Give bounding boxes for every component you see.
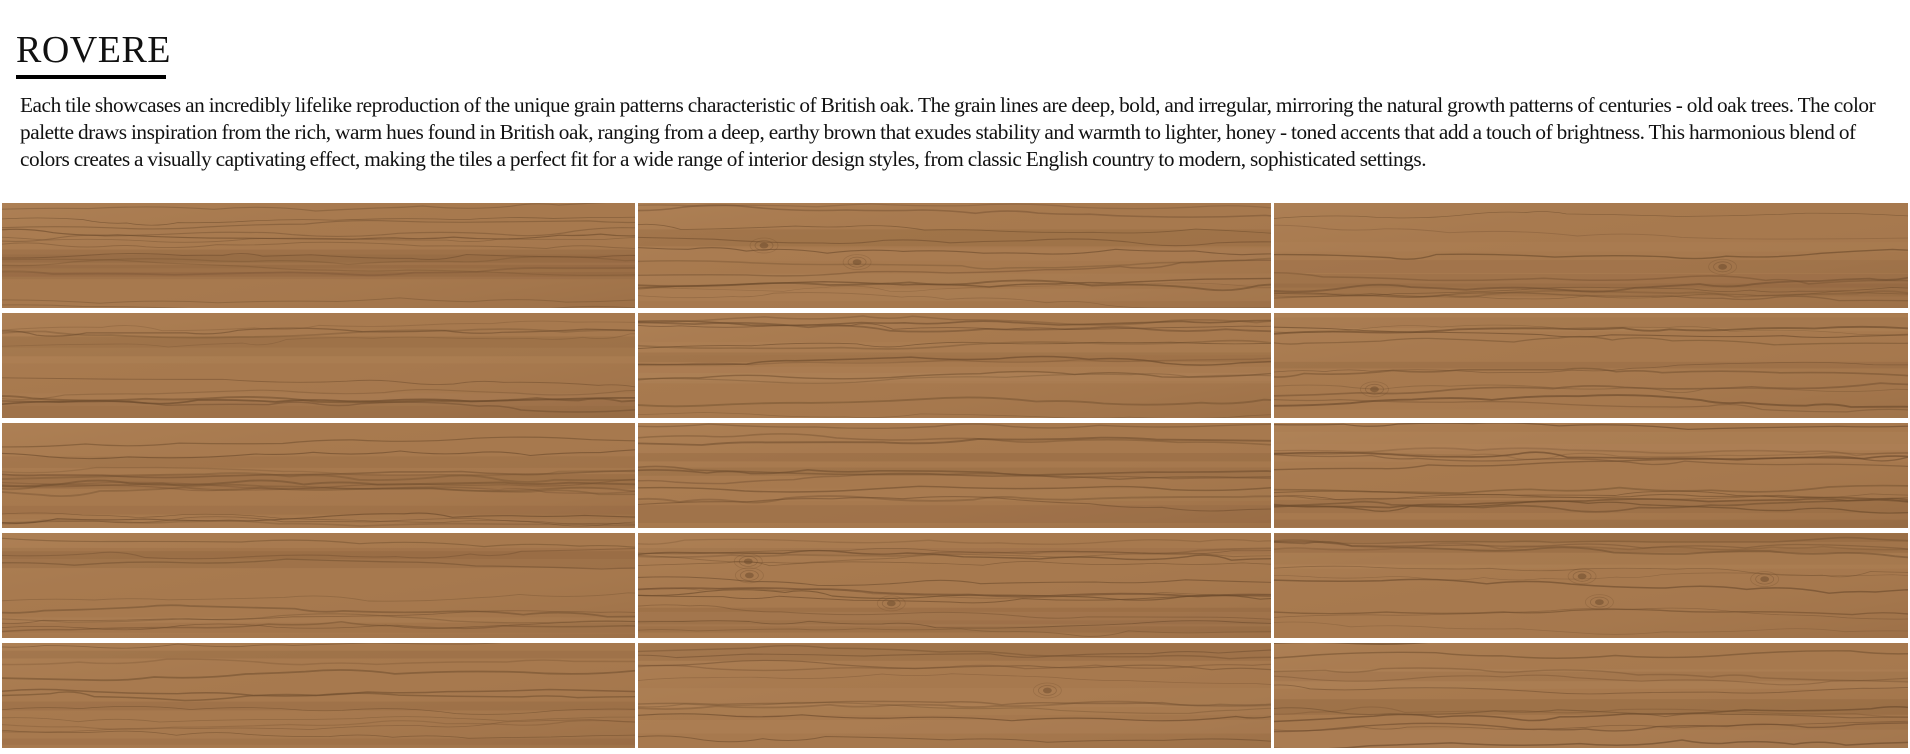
wood-grain-texture xyxy=(1274,313,1908,418)
wood-tile-r3-c3 xyxy=(1274,423,1908,528)
wood-grain-texture xyxy=(2,643,635,748)
wood-tile-r2-c1 xyxy=(2,313,635,418)
wood-grain-texture xyxy=(1274,643,1908,748)
wood-tile-r4-c3 xyxy=(1274,533,1908,638)
wood-tile-r1-c2 xyxy=(638,203,1271,308)
tile-grid xyxy=(2,203,1908,751)
wood-grain-texture xyxy=(638,643,1271,748)
wood-tile-r3-c1 xyxy=(2,423,635,528)
wood-tile-r1-c3 xyxy=(1274,203,1908,308)
wood-tile-r5-c2 xyxy=(638,643,1271,748)
wood-grain-texture xyxy=(2,533,635,638)
wood-tile-r3-c2 xyxy=(638,423,1271,528)
product-description: Each tile showcases an incredibly lifelike reproduction of the unique grain patterns characteristic of British oak. The grain lines are deep, bold, and irregular, mirroring the natural growth patterns of centuries - old oak trees. The color palette draws inspiration from the rich, warm hues found in British oak, ranging from a deep, earthy brown that exudes stability and warmth to lighter, honey - toned accents that add a touch of brightness. This harmonious blend of colors creates a visually captivating effect, making the tiles a perfect fit for a wide range of interior design styles, from classic English country to modern, sophisticated settings. xyxy=(20,93,1876,171)
title-underline xyxy=(16,75,166,79)
wood-grain-texture xyxy=(2,203,635,308)
wood-tile-r2-c2 xyxy=(638,313,1271,418)
wood-grain-texture xyxy=(638,313,1271,418)
wood-grain-texture xyxy=(2,313,635,418)
wood-grain-texture xyxy=(1274,423,1908,528)
wood-tile-r5-c1 xyxy=(2,643,635,748)
wood-grain-texture xyxy=(638,203,1271,308)
wood-grain-texture xyxy=(1274,533,1908,638)
wood-grain-texture xyxy=(638,423,1271,528)
wood-tile-r4-c1 xyxy=(2,533,635,638)
wood-grain-texture xyxy=(1274,203,1908,308)
page-title: ROVERE xyxy=(16,29,171,71)
wood-tile-r5-c3 xyxy=(1274,643,1908,748)
wood-grain-texture xyxy=(2,423,635,528)
wood-tile-r2-c3 xyxy=(1274,313,1908,418)
wood-tile-r4-c2 xyxy=(638,533,1271,638)
wood-grain-texture xyxy=(638,533,1271,638)
wood-tile-r1-c1 xyxy=(2,203,635,308)
